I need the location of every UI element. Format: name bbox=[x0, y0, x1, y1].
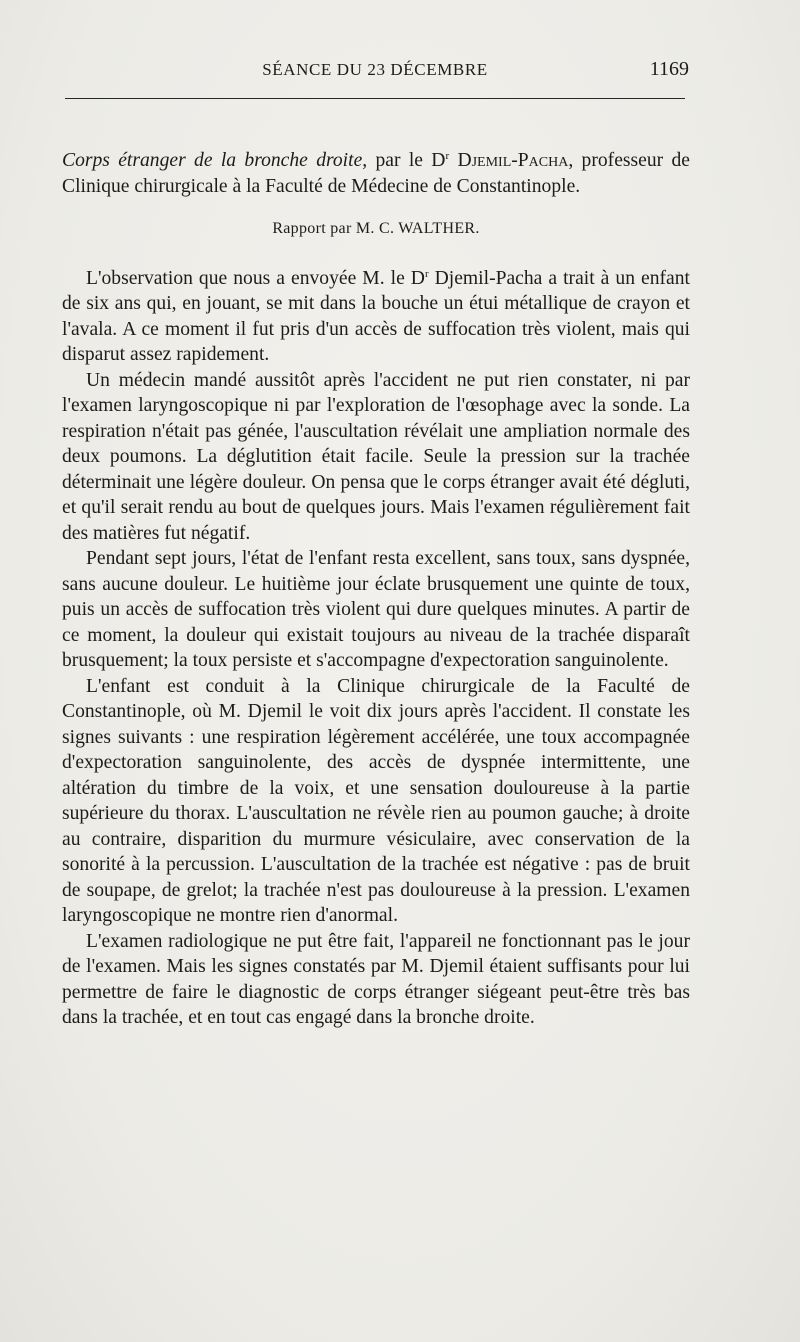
paragraph-1-start: L'observation que nous a envoyée M. le D bbox=[86, 267, 425, 289]
paragraph-2: Un médecin mandé aussitôt après l'accident ne put rien constater, ni par l'examen laryngoscopique ni par l'exploration de l'œsophage avec la sonde. La respiration n'était pas génée, l'auscultation révélait une ampliation normale des deux poumons. La déglutition était facile. Seule la pression sur la trachée déterminait une légère douleur. On pensa que le corps étranger avait été dégluti, et qu'il serait rendu au bout de quelques jours. Mais l'examen régulièrement fait des matières fut négatif. bbox=[62, 369, 690, 544]
article-title bbox=[62, 148, 690, 199]
article-title-italic: Corps étranger de la bronche droite, bbox=[62, 150, 368, 171]
header-rule bbox=[65, 98, 685, 99]
article-title-by: par le D bbox=[367, 150, 446, 171]
report-byline: Rapport par M. C. WALTHER. bbox=[272, 220, 480, 237]
author-name: Djemil-Pacha bbox=[457, 150, 569, 171]
paragraph-5: L'examen radiologique ne put être fait, l'appareil ne fonctionnant pas le jour de l'examen. Mais les signes constatés par M. Djemil étaient suffisants pour lui permettre de faire le diagnostic de corps étranger siégeant peut-être très bas dans la trachée, et en tout cas engagé dans la bronche droite. bbox=[62, 930, 690, 1028]
author-affiliation: , professeur de Clinique chirurgicale à la Faculté de Médecine de Constantinople. bbox=[62, 150, 690, 197]
doctor-superscript: r bbox=[424, 267, 429, 280]
paragraph-1-rest: Djemil-Pacha a trait à un enfant de six ans qui, en jouant, se mit dans la bouche un étui métallique de crayon et l'avala. A ce moment il fut pris d'un accès de suffocation très violent, mais qui disparut assez rapidement. bbox=[62, 267, 690, 365]
page-number: 1169 bbox=[649, 58, 689, 80]
paragraph-4: L'enfant est conduit à la Clinique chirurgicale de la Faculté de Constantinople, où M. Djemil le voit dix jours après l'accident. Il constate les signes suivants : une respiration légèrement accélérée, une toux accompagnée d'expectoration sanguinolente, des accès de dyspnée intermittente, une altération du timbre de la voix, et une sensation douloureuse à la partie supérieure du thorax. L'auscultation ne révèle rien au poumon gauche; à droite au contraire, disparition du murmure vésiculaire, avec conservation de la sonorité à la percussion. L'auscultation de la trachée est négative : pas de bruit de soupape, de grelot; la trachée n'est pas douloureuse à la pression. L'examen laryngoscopique ne montre rien d'anormal. bbox=[62, 675, 690, 926]
paragraph-1 bbox=[62, 266, 690, 368]
running-head bbox=[65, 58, 689, 84]
doctor-superscript: r bbox=[445, 150, 450, 162]
paragraph-3: Pendant sept jours, l'état de l'enfant resta excellent, sans toux, sans dyspnée, sans aucune douleur. Le huitième jour éclate brusquement une quinte de toux, puis un accès de suffocation très violent qui dure quelques minutes. A partir de ce moment, la douleur qui existait toujours au niveau de la trachée disparaît brusquement; la toux persiste et s'accompagne d'expectoration sanguinolente. bbox=[62, 548, 690, 671]
article-body bbox=[62, 148, 690, 1031]
running-title: SÉANCE DU 23 DÉCEMBRE bbox=[262, 60, 488, 79]
